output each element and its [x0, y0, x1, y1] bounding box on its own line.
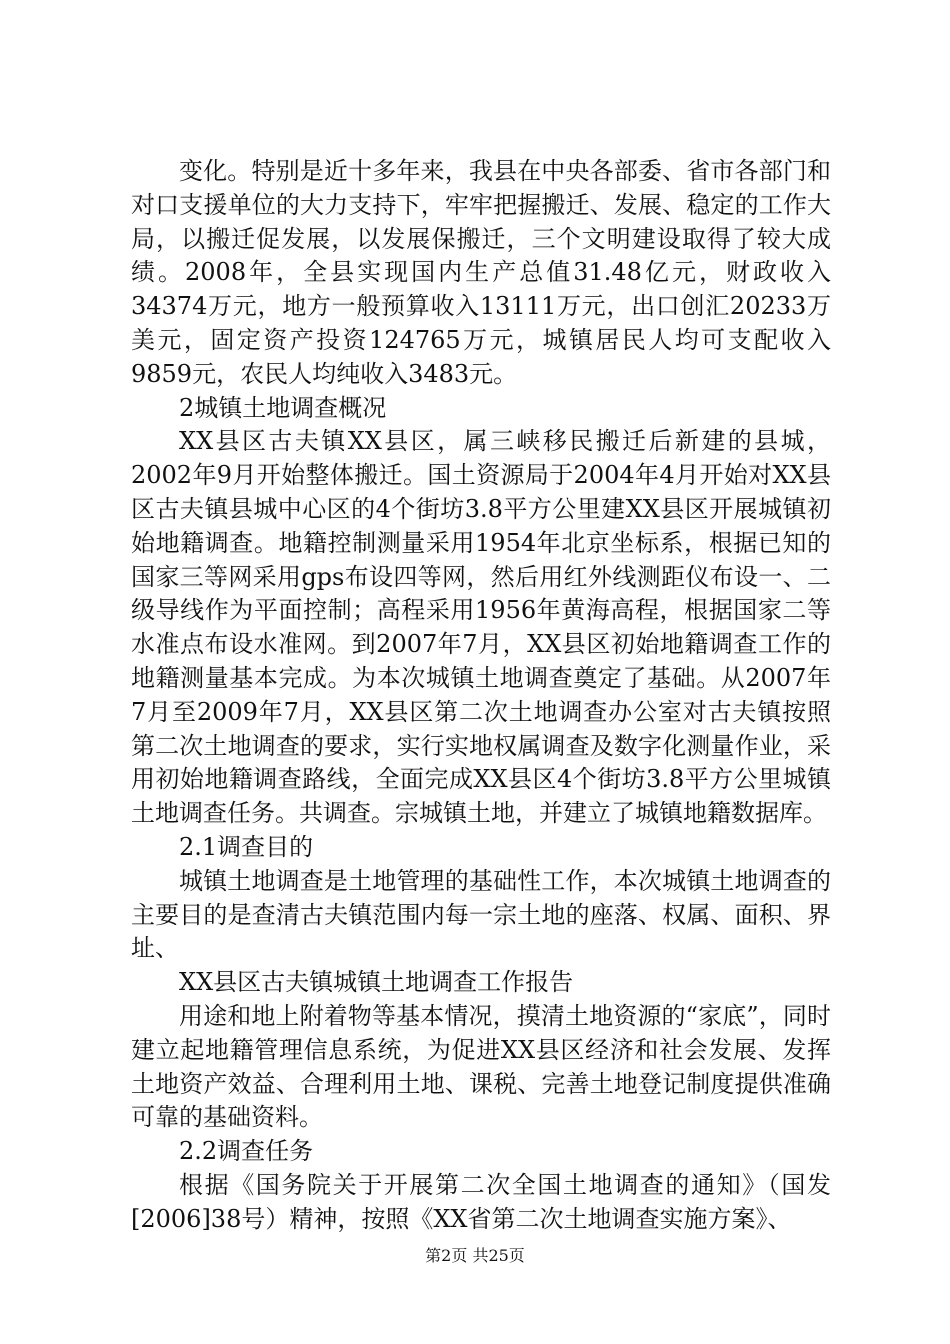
heading-survey-purpose: 2.1调查目的	[179, 832, 314, 861]
paragraph-survey-purpose: 城镇土地调查是土地管理的基础性工作，本次城镇土地调查的主要目的是查清古夫镇范围内每一宗土地的座落、权属、面积、界址、	[131, 866, 831, 963]
paragraph-economic-summary: 变化。特别是近十多年来，我县在中央各部委、省市各部门和对口支援单位的大力支持下，牢牢把握搬迁、发展、稳定的工作大局，以搬迁促发展，以发展保搬迁，三个文明建设取得了较大成绩。2008年，全县实现国内生产总值31.48亿元，财政收入34374万元，地方一般预算收入13111万元，出口创汇20233万美元，固定资产投资124765万元，城镇居民人均可支配收入9859元，农民人均纯收入3483元。	[131, 157, 831, 388]
page-footer: 第2页 共25页	[425, 1246, 525, 1265]
heading-survey-overview: 2城镇土地调查概况	[179, 393, 387, 422]
paragraph-survey-tasks: 根据《国务院关于开展第二次全国土地调查的通知》（国发[2006]38号）精神，按照《XX省第二次土地调查实施方案》、	[131, 1170, 831, 1233]
report-title-line: XX县区古夫镇城镇土地调查工作报告	[179, 968, 574, 997]
paragraph-survey-purpose-continued: 用途和地上附着物等基本情况，摸清土地资源的“家底”，同时建立起地籍管理信息系统，为促进XX县区经济和社会发展、发挥土地资产效益、合理利用土地、课税、完善土地登记制度提供准确可靠的基础资料。	[131, 1001, 831, 1132]
paragraph-survey-overview: XX县区古夫镇XX县区，属三峡移民搬迁后新建的县城，2002年9月开始整体搬迁。国土资源局于2004年4月开始对XX县区古夫镇县城中心区的4个街坊3.8平方公里建XX县区开展城镇初始地籍调查。地籍控制测量采用1954年北京坐标系，根据已知的国家三等网采用gps布设四等网，然后用红外线测距仪布设一、二级导线作为平面控制；高程采用1956年黄海高程，根据国家二等水准点布设水准网。到2007年7月，XX县区初始地籍调查工作的地籍测量基本完成。为本次城镇土地调查奠定了基础。从2007年7月至2009年7月，XX县区第二次土地调查办公室对古夫镇按照第二次土地调查的要求，实行实地权属调查及数字化测量作业，采用初始地籍调查路线，全面完成XX县区4个街坊3.8平方公里城镇土地调查任务。共调查。宗城镇土地，并建立了城镇地籍数据库。	[131, 427, 831, 828]
document-body	[131, 155, 831, 1237]
heading-survey-tasks: 2.2调查任务	[179, 1137, 314, 1166]
